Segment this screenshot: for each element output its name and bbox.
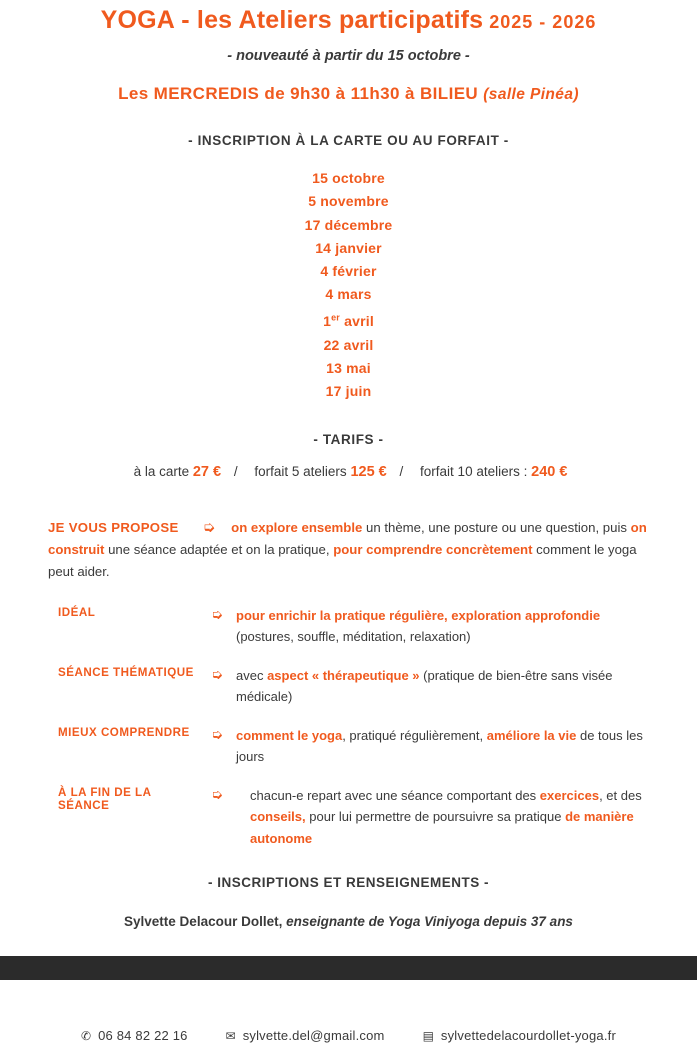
benefits-list [58, 605, 649, 850]
benefit-label: À LA FIN DE LA SÉANCE [58, 785, 152, 812]
arrow-icon: ➭ [202, 518, 216, 536]
contact-website[interactable] [423, 1028, 616, 1043]
contact-bar [0, 1028, 697, 1043]
tarif-forfait10-label: forfait 10 ateliers : [420, 463, 528, 479]
list-item: 22 avril [323, 336, 374, 353]
propose-text-2: un thème, une posture ou une question, puis [362, 519, 631, 535]
list-item [58, 785, 649, 850]
list-item: 17 juin [325, 383, 372, 400]
tarif-separator-2: / [399, 463, 404, 479]
dates-list [0, 167, 697, 404]
mail-icon: ✉ [225, 1028, 236, 1043]
arrow-icon: ➭ [211, 605, 223, 622]
contact-website-text: sylvettedelacourdollet-yoga.fr [440, 1028, 616, 1043]
inscription-label: - INSCRIPTION À LA CARTE OU AU FORFAIT - [188, 133, 509, 148]
web-icon: ▤ [422, 1028, 434, 1043]
arrow-icon: ➭ [211, 785, 223, 802]
list-item [58, 605, 649, 648]
propose-text-5: pour comprendre concrètement [333, 541, 533, 557]
teacher-line [0, 914, 697, 929]
contact-email[interactable] [226, 1028, 385, 1043]
list-item: 17 décembre [304, 216, 393, 233]
propose-text-4: une séance adaptée et on la pratique, [104, 541, 334, 557]
propose-text-3: on construit [48, 519, 647, 557]
list-item: 14 janvier [315, 239, 382, 256]
propose-heading: JE VOUS PROPOSE [48, 519, 179, 535]
contact-phone[interactable] [81, 1028, 188, 1043]
benefit-label: MIEUX COMPRENDRE [58, 725, 190, 739]
tarifs-label: - TARIFS - [313, 431, 384, 447]
tarifs-row [0, 464, 697, 480]
teacher-role: enseignante de Yoga Viniyoga depuis 37 ans [286, 914, 573, 930]
benefit-text: comment le yoga, pratiqué régulièrement, améliore la vie de tous les jours [236, 727, 643, 765]
tarif-forfait5-label: forfait 5 ateliers [254, 463, 347, 479]
phone-icon: ✆ [81, 1028, 92, 1043]
list-item: 15 octobre [312, 170, 385, 186]
room-name: (salle Pinéa) [483, 86, 579, 103]
benefit-text: pour enrichir la pratique régulière, exploration approfondie (postures, souffle, méditation, relaxation) [236, 607, 601, 645]
page-title [0, 6, 697, 35]
benefit-text: avec aspect « thérapeutique » (pratique de bien-être sans visée médicale) [236, 667, 613, 705]
list-item: 4 mars [325, 286, 372, 303]
inscriptions-heading: - INSCRIPTIONS ET RENSEIGNEMENTS - [207, 875, 490, 891]
contact-email-text: sylvette.del@gmail.com [242, 1028, 385, 1043]
list-item: 4 février [320, 263, 377, 280]
title-years: 2025 - 2026 [489, 12, 597, 32]
propose-paragraph [48, 517, 649, 583]
tarif-carte-label: à la carte [133, 463, 190, 479]
list-item: 1er avril [323, 312, 374, 330]
list-item: 5 novembre [308, 193, 389, 210]
propose-text-6: comment le yoga peut aider. [48, 541, 637, 579]
list-item [58, 665, 649, 708]
tarif-separator: / [233, 463, 238, 479]
schedule-text: Les MERCREDIS de 9h30 à 11h30 à BILIEU [118, 84, 479, 103]
teacher-name: Sylvette Delacour Dollet, [124, 914, 283, 930]
tarif-forfait5-price: 125 € [350, 463, 387, 480]
benefit-label: SÉANCE THÉMATIQUE [58, 665, 194, 679]
benefit-text: chacun-e repart avec une séance comportant des exercices, et des conseils, pour lui permettre de poursuivre sa pratique de manière autonome [250, 787, 642, 846]
flyer-page [0, 6, 697, 1060]
contact-phone-text: 06 84 82 22 16 [98, 1028, 188, 1043]
footer-divider-bar [0, 956, 697, 980]
propose-text-1: on explore ensemble [231, 519, 363, 535]
tarif-carte-price: 27 € [192, 463, 222, 480]
title-main: YOGA - les Ateliers participatifs [100, 6, 484, 34]
subtitle: - nouveauté à partir du 15 octobre - [227, 48, 470, 64]
list-item: 13 mai [326, 360, 371, 377]
list-item [58, 725, 649, 768]
arrow-icon: ➭ [211, 725, 223, 742]
arrow-icon: ➭ [211, 665, 223, 682]
benefit-label: IDÉAL [58, 605, 96, 619]
schedule-line [0, 84, 697, 104]
tarif-forfait10-price: 240 € [531, 463, 568, 480]
